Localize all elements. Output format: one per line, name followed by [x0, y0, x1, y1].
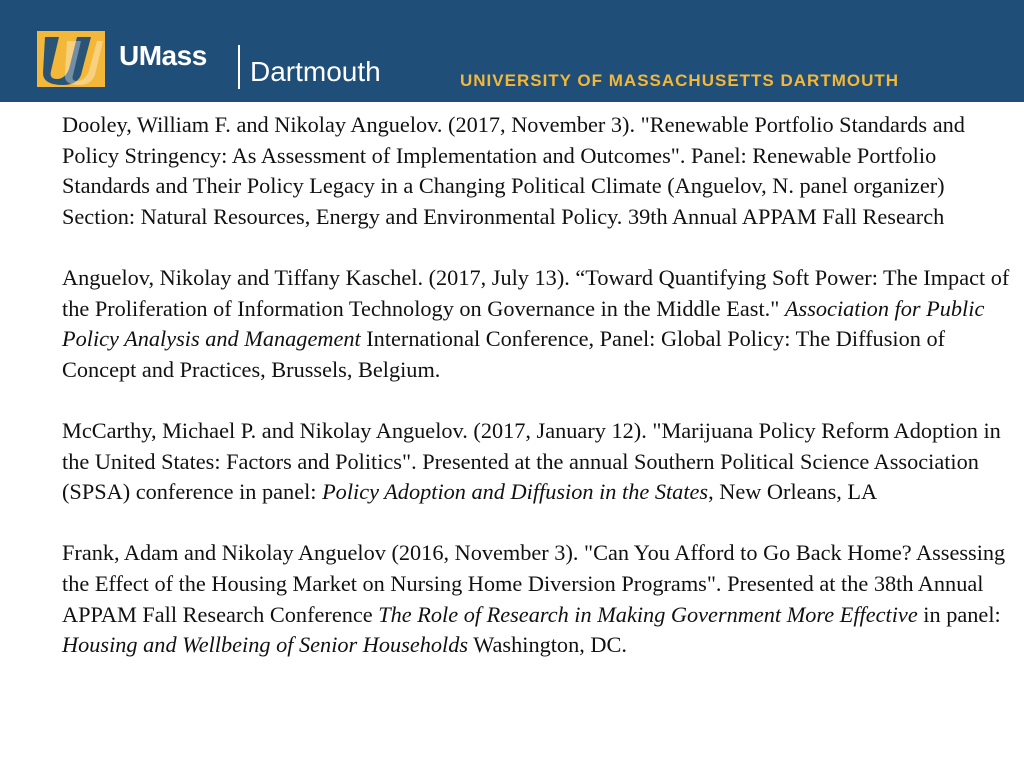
reference-text: , New Orleans, LA	[708, 479, 878, 505]
reference-item	[62, 110, 1017, 232]
brand-divider	[238, 45, 240, 89]
reference-conference-theme: The Role of Research in Making Government More Effective	[378, 601, 918, 627]
reference-text: Anguelov, Nikolay and Tiffany Kaschel. (2017, July 13). “Toward Quantifying Soft Power: The Impact of the Proliferation of Information Technology on Governance in the Middle East."	[62, 264, 1010, 321]
reference-item	[62, 416, 1017, 508]
reference-text: McCarthy, Michael P. and Nikolay Anguelov. (2017, January 12). "Marijuana Policy Reform Adoption in the United States: Factors and Politics". Presented at the annual Southern Political Science Association (SPSA) conference in panel:	[62, 417, 1001, 505]
campus-name: Dartmouth	[250, 56, 381, 87]
reference-text: Dooley, William F. and Nikolay Anguelov. (2017, November 3). "Renewable Portfolio Standards and Policy Stringency: As Assessment of Implementation and Outcomes". Panel: Renewable Portfolio Standards and Their Policy Legacy in a Changing Political Climate (Anguelov, N. panel organizer) Section: Natural Resources, Energy and Environmental Policy. 39th Annual APPAM Fall Research	[62, 112, 965, 229]
reference-panel: Housing and Wellbeing of Senior Households	[62, 632, 469, 658]
reference-item	[62, 538, 1017, 660]
reference-text: in panel:	[917, 601, 1001, 627]
header-band	[0, 0, 1024, 102]
reference-item	[62, 263, 1017, 385]
reference-text: Frank, Adam and Nikolay Anguelov (2016, November 3). "Can You Afford to Go Back Home? Assessing the Effect of the Housing Market on Nursing Home Diversion Programs". Presented at the 38th Annual APPAM Fall Research Conference	[62, 540, 1006, 627]
brand-name: UMass	[119, 40, 207, 71]
university-name: UNIVERSITY OF MASSACHUSETTS DARTMOUTH	[460, 71, 900, 90]
umass-u-logo-icon	[37, 31, 105, 87]
reference-venue: Association for Public Policy Analysis and Management	[62, 295, 985, 352]
reference-list	[62, 110, 1017, 661]
reference-text: Washington, DC.	[468, 632, 627, 658]
reference-panel: Policy Adoption and Diffusion in the States	[322, 479, 709, 505]
reference-text: International Conference, Panel: Global Policy: The Diffusion of Concept and Practices, Brussels, Belgium.	[62, 326, 946, 382]
